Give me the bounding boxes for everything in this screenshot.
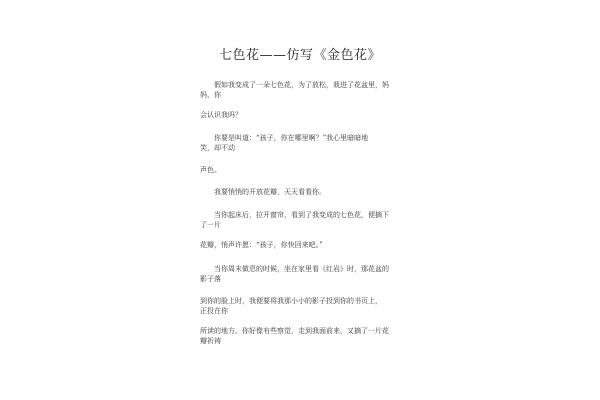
text-line: 当你周末做息的时候，坐在家里看《红岩》时，那花盆的 (214, 265, 389, 273)
text-line: 所读的地方。你好像有些察觉，走到我面前来，又摘了一片花 (200, 327, 389, 335)
text-line: 了一片 (200, 221, 221, 229)
document-title: 七色花——仿写《金色花》 (218, 48, 381, 63)
text-line: 正投在你 (200, 307, 228, 315)
text-line: 声色。 (200, 166, 221, 174)
text-line: 笑，却不动 (200, 144, 235, 152)
text-line: 妈，你 (200, 91, 221, 99)
text-line: 假如我变成了一朵七色花，为了放松，栽进了花盆里，妈 (214, 81, 389, 89)
text-line: 花瓣，悄声许愿：“孩子，你快回来吧。” (200, 241, 323, 249)
text-line: 影子落 (200, 275, 221, 283)
text-line: 你要是叫道：“孩子，你在哪里啊？”我心里暗暗地 (214, 134, 369, 142)
text-line: 瓣祈祷 (200, 337, 221, 345)
text-line: 到你的脸上时，我便要将我那小小的影子投到你的书页上， (200, 297, 382, 305)
text-line: 我要悄悄的开放花瓣，天天看看你。 (214, 188, 326, 196)
text-line: 当你起床后，拉开窗帘，看到了我变成的七色花，便摘下 (214, 211, 389, 219)
text-line: 会认识我吗？ (200, 111, 242, 119)
